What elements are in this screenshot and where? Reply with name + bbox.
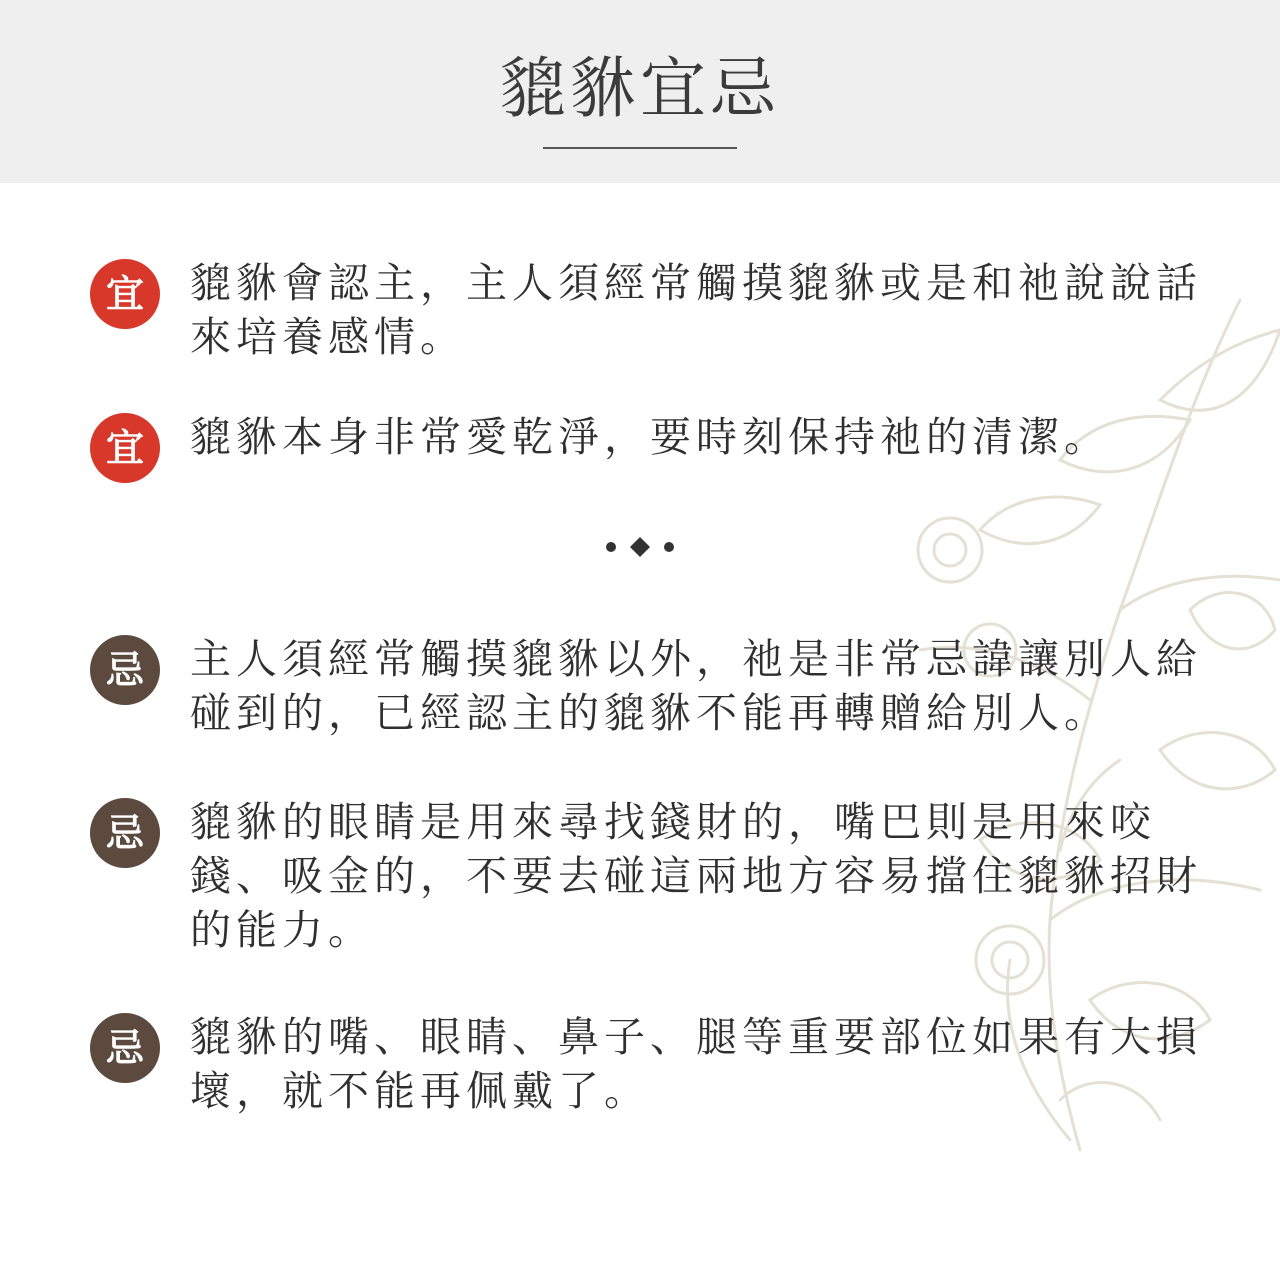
dont-item-text: 主人須經常觸摸貔貅以外，祂是非常忌諱讓別人給碰到的，已經認主的貔貅不能再轉贈給別人。	[190, 635, 1202, 737]
dont-badge: 忌	[90, 798, 160, 868]
dont-item-text: 貔貅的眼睛是用來尋找錢財的，嘴巴則是用來咬錢、吸金的，不要去碰這兩地方容易擋住貔貅招財的能力。	[190, 798, 1202, 954]
section-divider	[605, 536, 675, 558]
dont-item-text: 貔貅的嘴、眼睛、鼻子、腿等重要部位如果有大損壞，就不能再佩戴了。	[190, 1013, 1202, 1115]
title-underline	[543, 147, 737, 149]
do-badge: 宜	[90, 259, 160, 329]
do-item-text: 貔貅本身非常愛乾淨，要時刻保持祂的清潔。	[190, 413, 1110, 461]
do-badge: 宜	[90, 413, 160, 483]
do-item-text: 貔貅會認主，主人須經常觸摸貔貅或是和祂說說話來培養感情。	[190, 259, 1202, 361]
dont-badge: 忌	[90, 1013, 160, 1083]
dont-badge: 忌	[90, 635, 160, 705]
page-title: 貔貅宜忌	[500, 50, 780, 127]
header	[0, 0, 1280, 183]
